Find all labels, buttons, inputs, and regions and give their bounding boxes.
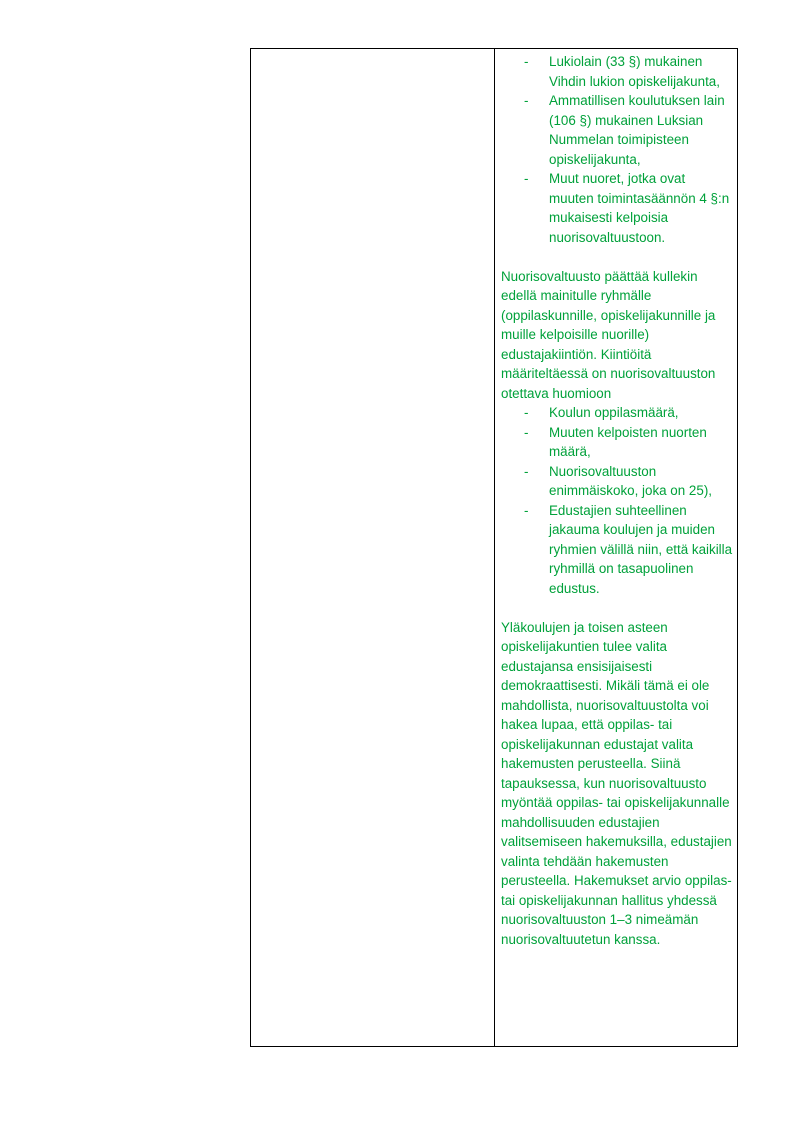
list-dash: - [524, 502, 529, 518]
list-item [501, 462, 733, 501]
list-item [501, 403, 733, 423]
list-item [501, 52, 733, 91]
election-paragraph: Yläkoulujen ja toisen asteen opiskelijakuntien tulee valita edustajansa ensisijaisesti demokraattisesti. Mikäli tämä ei ole mahdollista, nuorisovaltuustolta voi hakea lupaa, että oppilas- tai opiskelijakunnan edustajat valita hakemusten perusteella. Siinä tapauksessa, kun nuorisovaltuusto myöntää oppilas- tai opiskelijakunnalle mahdollisuuden edustajien valitsemiseen hakemuksilla, edustajien valinta tehdään hakemusten perusteella. Hakemukset arvio oppilas- tai opiskelijakunnan hallitus yhdessä nuorisovaltuuston 1–3 nimeämän nuorisovaltuutetun kanssa. [501, 619, 732, 947]
table-right-cell [501, 52, 733, 949]
list-item-text: Muut nuoret, jotka ovat muuten toimintasäännön 4 §:n mukaisesti kelpoisia nuorisovaltuustoon. [549, 171, 730, 245]
list-item-text: Lukiolain (33 §) mukainen Vihdin lukion opiskelijakunta, [549, 54, 720, 89]
list-item [501, 91, 733, 169]
list-dash: - [524, 54, 529, 69]
list-dash: - [524, 171, 529, 186]
list-item-text: Muuten kelpoisten nuorten määrä, [549, 424, 707, 459]
list-item [501, 501, 733, 599]
table-left-cell [251, 49, 494, 1046]
list-dash: - [524, 93, 529, 108]
table-column-divider [494, 49, 495, 1046]
list-item-text: Edustajien suhteellinen jakauma koulujen ja muiden ryhmien välillä niin, että kaikilla ryhmillä on tasapuolinen edustus. [549, 502, 733, 596]
list-item-text: Koulun oppilasmäärä, [549, 405, 679, 420]
rules-table [250, 48, 738, 1047]
list-item [501, 423, 733, 462]
council-membership-list [501, 52, 733, 247]
list-item-text: Ammatillisen koulutuksen lain (106 §) mukainen Luksian Nummelan toimipisteen opiskelijakunta, [549, 93, 725, 167]
list-dash: - [524, 424, 529, 440]
quota-criteria-list [501, 403, 733, 598]
list-item-text: Nuorisovaltuuston enimmäiskoko, joka on 25), [549, 463, 712, 498]
list-item [501, 169, 733, 247]
list-dash: - [524, 405, 529, 420]
list-dash: - [524, 463, 529, 479]
quota-paragraph: Nuorisovaltuusto päättää kullekin edellä mainitulle ryhmälle (oppilaskunnille, opiskelijakunnille ja muille kelpoisille nuorille) edustajakiintiön. Kiintiöitä määriteltäessä on nuorisovaltuuston otettava huomioon [501, 268, 716, 401]
